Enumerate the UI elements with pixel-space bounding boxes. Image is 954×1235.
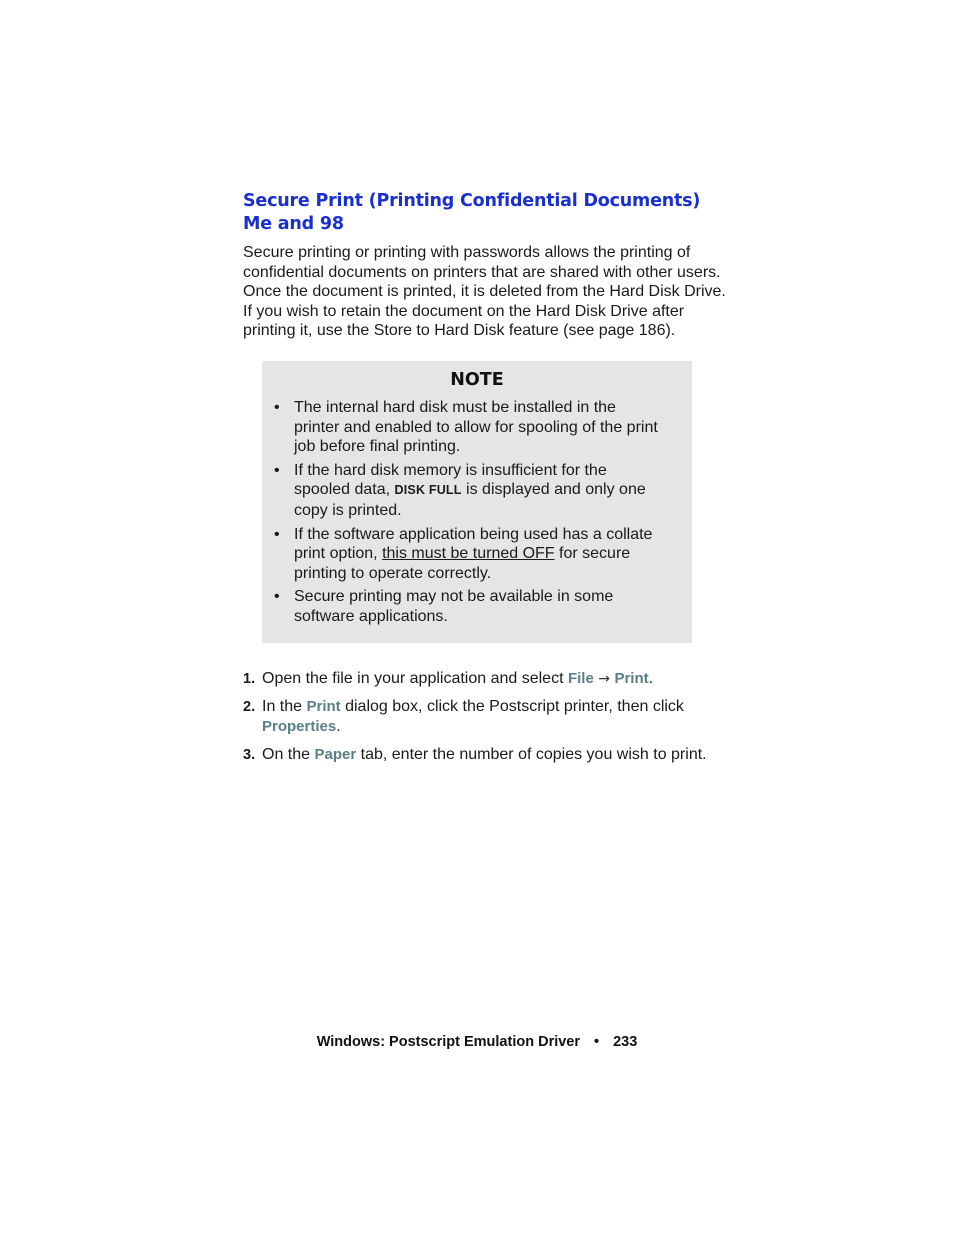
- print-menu-term: Print: [614, 670, 649, 687]
- step-number: 3.: [243, 747, 256, 763]
- note-title: NOTE: [450, 370, 504, 390]
- note-item-line: copy is printed.: [294, 501, 402, 519]
- note-item: [262, 587, 692, 626]
- step-text: In the: [262, 698, 307, 715]
- section-heading-line-1: Secure Print (Printing Confidential Documents): [243, 191, 701, 211]
- intro-line: confidential documents on printers that are shared with other users.: [243, 263, 721, 281]
- step-line: [262, 697, 733, 717]
- bullet-icon: •: [274, 588, 280, 606]
- note-item-line: printer and enabled to allow for spooling of the print: [294, 418, 658, 436]
- step-text: .: [648, 670, 654, 687]
- note-item-line: Secure printing may not be available in some: [294, 588, 614, 606]
- note-item-line: If the software application being used has a collate: [294, 525, 653, 543]
- bullet-icon: •: [274, 461, 280, 479]
- note-item: [262, 398, 692, 457]
- intro-line: Once the document is printed, it is deleted from the Hard Disk Drive.: [243, 283, 726, 300]
- note-item-line: software applications.: [294, 607, 448, 625]
- step-number: 1.: [243, 671, 256, 687]
- note-item: [262, 525, 692, 584]
- step-line: [262, 669, 733, 689]
- note-item: [262, 461, 692, 521]
- step-item: [243, 669, 733, 689]
- note-box: [262, 361, 692, 643]
- step-text: tab, enter the number of copies you wish to print.: [356, 746, 707, 763]
- intro-line: Secure printing or printing with passwords allows the printing of: [243, 244, 691, 261]
- note-item-line: printing to operate correctly.: [294, 564, 492, 582]
- step-number: 2.: [243, 699, 256, 715]
- footer-separator: •: [594, 1034, 600, 1050]
- collate-warning: this must be turned OFF: [382, 545, 555, 563]
- step-item: [243, 697, 733, 737]
- step-text: Open the file in your application and select: [262, 670, 568, 687]
- note-item-line: [294, 544, 692, 564]
- section-heading: [243, 190, 700, 235]
- note-text: is displayed and only one: [461, 481, 646, 499]
- properties-term: Properties: [262, 718, 337, 735]
- file-menu-term: File: [567, 670, 594, 687]
- step-item: [243, 745, 733, 765]
- step-text: .: [336, 718, 341, 735]
- disk-full-message: DISK FULL: [394, 483, 462, 498]
- step-text: dialog box, click the Postscript printer, then click: [340, 698, 684, 715]
- intro-line: If you wish to retain the document on the Hard Disk Drive after: [243, 302, 685, 320]
- intro-line: printing it, use the Store to Hard Disk feature (see page 186).: [243, 322, 676, 339]
- arrow-right-icon: →: [598, 671, 610, 687]
- note-item-line: [294, 480, 692, 501]
- footer-section-title: Windows: Postscript Emulation Driver: [316, 1034, 581, 1050]
- step-line: [262, 717, 733, 737]
- note-text: for secure: [554, 545, 631, 563]
- paper-tab-term: Paper: [314, 746, 357, 763]
- steps-list: [243, 669, 733, 773]
- note-item-line: The internal hard disk must be installed in the: [294, 399, 616, 416]
- note-list: [262, 398, 692, 631]
- section-heading-line-2: Me and 98: [243, 213, 344, 234]
- note-text: spooled data,: [294, 481, 395, 499]
- print-dialog-term: Print: [306, 698, 341, 715]
- note-item-line: If the hard disk memory is insufficient for the: [294, 461, 607, 479]
- bullet-icon: •: [274, 399, 280, 416]
- intro-paragraph: [243, 243, 733, 341]
- note-text: print option,: [294, 545, 383, 563]
- page-number: 233: [613, 1034, 638, 1050]
- bullet-icon: •: [274, 525, 280, 543]
- step-text: On the: [262, 746, 315, 763]
- page-footer: [0, 1034, 954, 1050]
- note-item-line: job before final printing.: [294, 438, 461, 456]
- step-line: [262, 745, 733, 765]
